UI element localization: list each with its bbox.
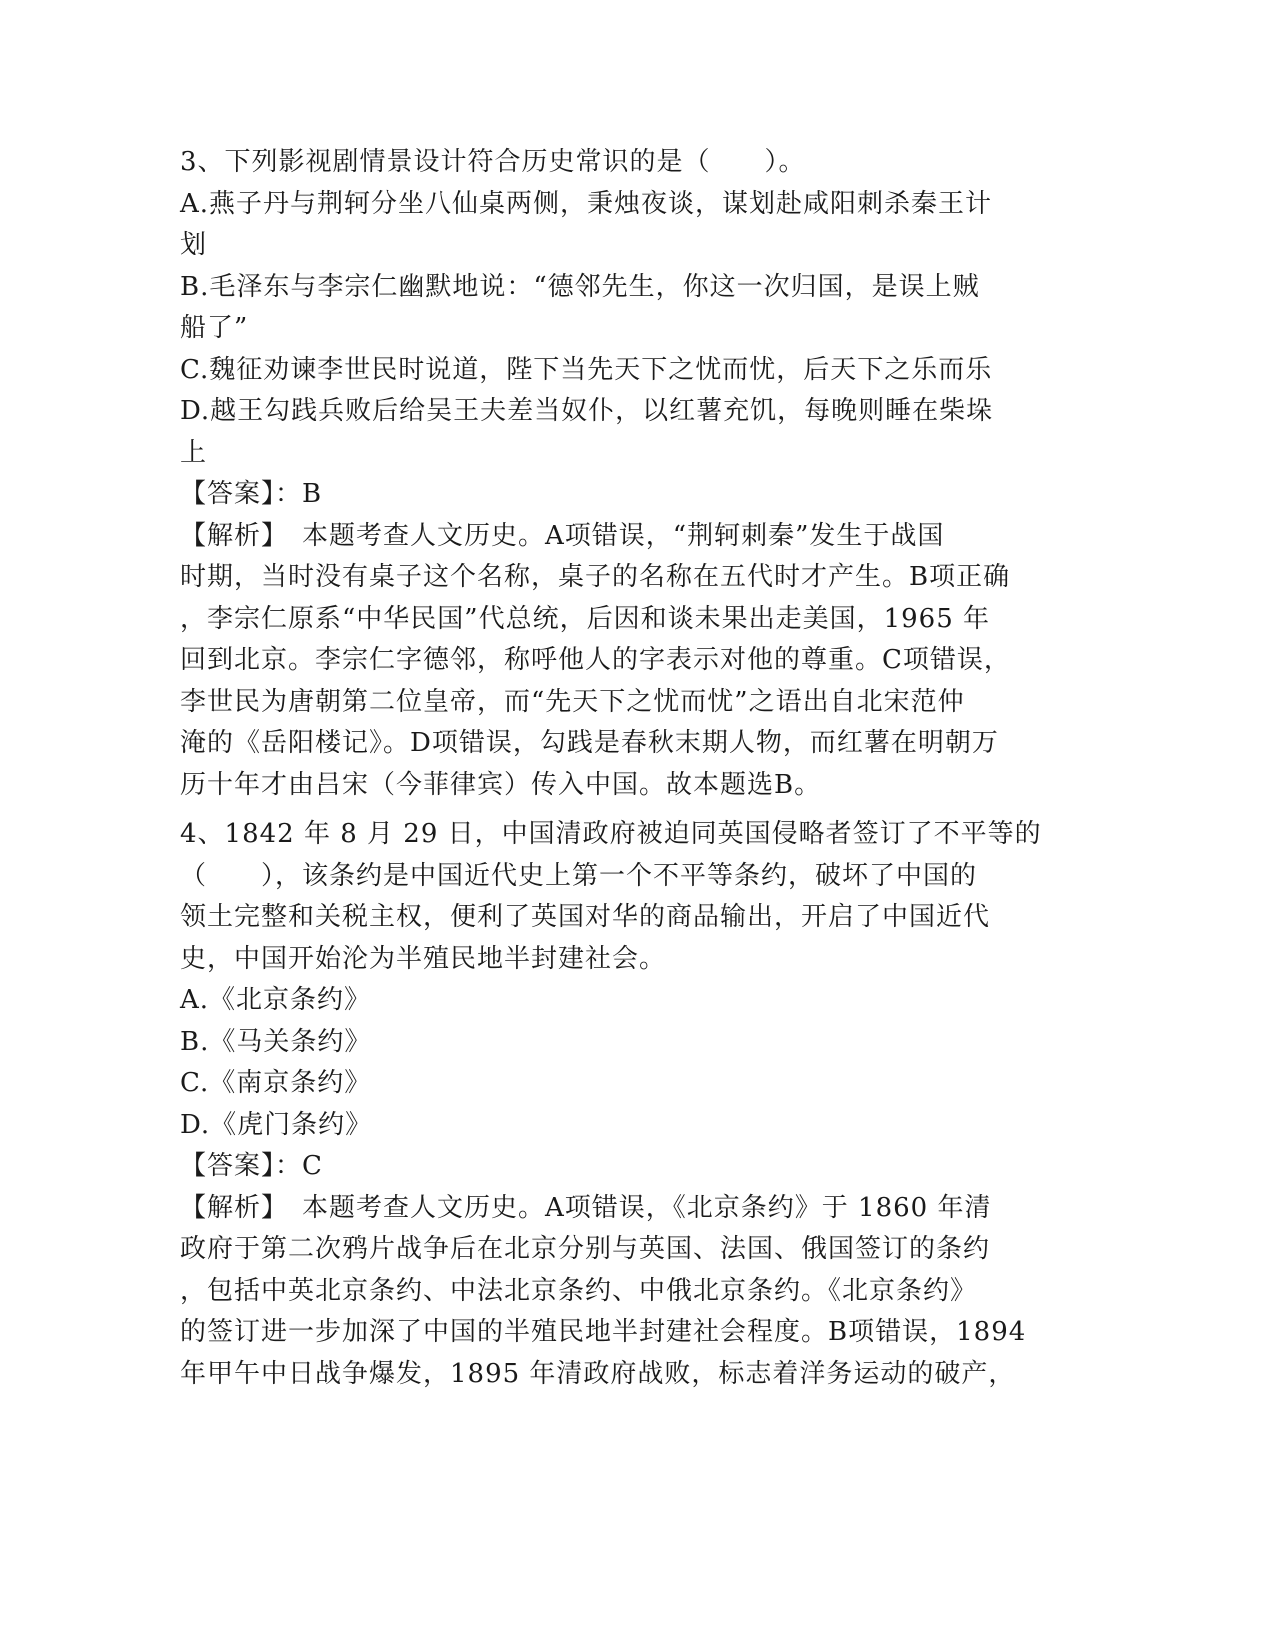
q4-option-a: A.《北京条约》 — [180, 985, 372, 1015]
q3-analysis-line: 淹的《岳阳楼记》。D项错误，勾践是春秋末期人物，而红薯在明朝万 — [180, 728, 999, 758]
q4-option-b: B.《马关条约》 — [180, 1026, 372, 1057]
question-3 — [180, 142, 1040, 806]
q3-analysis-line: 【解析】 本题考查人文历史。A项错误，“荆轲刺秦”发生于战国 — [180, 520, 945, 551]
q4-analysis-line: 政府于第二次鸦片战争后在北京分别与英国、法国、俄国签订的条约 — [180, 1234, 991, 1264]
q4-analysis-line: 年甲午中日战争爆发，1895 年清政府战败，标志着洋务运动的破产， — [180, 1358, 1016, 1389]
q4-line: 4、1842 年 8 月 29 日，中国清政府被迫同英国侵略者签订了不平等的 — [180, 819, 1042, 849]
q3-line: 3、下列影视剧情景设计符合历史常识的是（ ）。 — [180, 147, 806, 177]
q3-line: B.毛泽东与李宗仁幽默地说：“德邻先生，你这一次归国，是误上贼 — [180, 271, 980, 302]
q3-line: 上 — [180, 437, 208, 468]
q3-analysis-line: 历十年才由吕宋（今菲律宾）传入中国。故本题选B。 — [180, 769, 822, 800]
q4-option-c: C.《南京条约》 — [180, 1068, 372, 1098]
document-page — [180, 142, 1040, 1395]
q4-analysis-line: 【解析】 本题考查人文历史。A项错误，《北京条约》于 1860 年清 — [180, 1192, 992, 1223]
q3-analysis-line: ，李宗仁原系“中华民国”代总统，后因和谈未果出走美国，1965 年 — [180, 603, 991, 634]
q3-answer: 【答案】：B — [180, 479, 323, 509]
q3-line: C.魏征劝谏李世民时说道，陛下当先天下之忧而忧，后天下之乐而乐 — [180, 354, 993, 385]
q3-analysis-line: 时期，当时没有桌子这个名称，桌子的名称在五代时才产生。B项正确 — [180, 562, 1011, 592]
question-4 — [180, 814, 1040, 1395]
q3-line: D.越王勾践兵败后给吴王夫差当奴仆，以红薯充饥，每晚则睡在柴垛 — [180, 396, 994, 426]
q3-analysis-line: 回到北京。李宗仁字德邻，称呼他人的字表示对他的尊重。C项错误， — [180, 645, 1011, 675]
q4-answer: 【答案】：C — [180, 1151, 323, 1181]
q4-line: （ ），该条约是中国近代史上第一个不平等条约，破坏了中国的 — [180, 860, 978, 891]
q3-line: 船了” — [180, 313, 249, 343]
q4-analysis-line: 的签订进一步加深了中国的半殖民地半封建社会程度。B项错误，1894 — [180, 1317, 1027, 1347]
q3-line: A.燕子丹与荆轲分坐八仙桌两侧，秉烛夜谈，谋划赴咸阳刺杀秦王计 — [180, 188, 993, 219]
q4-line: 领土完整和关税主权，便利了英国对华的商品输出，开启了中国近代 — [180, 902, 991, 932]
q4-line: 史，中国开始沦为半殖民地半封建社会。 — [180, 943, 667, 974]
q3-line: 划 — [180, 230, 208, 260]
q4-analysis-line: ，包括中英北京条约、中法北京条约、中俄北京条约。《北京条约》 — [180, 1275, 978, 1306]
q4-option-d: D.《虎门条约》 — [180, 1109, 373, 1140]
q3-analysis-line: 李世民为唐朝第二位皇帝，而“先天下之忧而忧”之语出自北宋范仲 — [180, 686, 965, 717]
question-divider-space — [180, 806, 1040, 814]
